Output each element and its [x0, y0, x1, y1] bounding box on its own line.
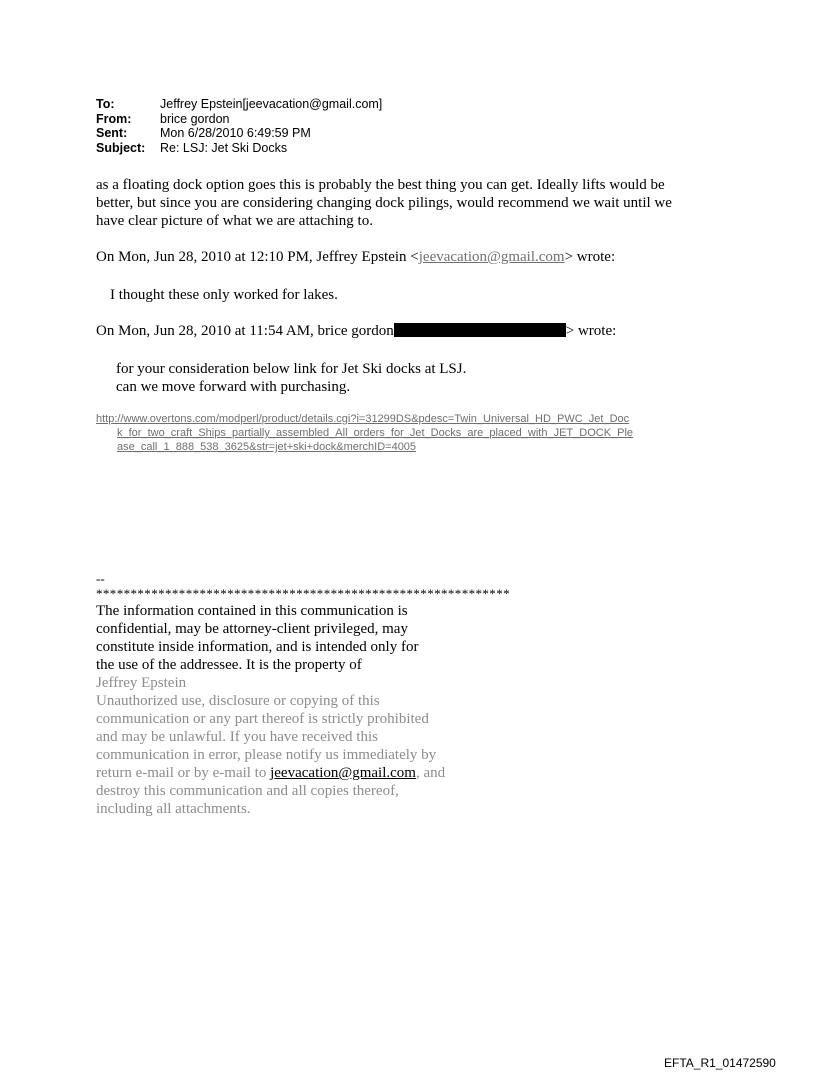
subject-value: Re: LSJ: Jet Ski Docks	[160, 140, 288, 155]
reply-line-1: as a floating dock option goes this is probably the best thing you can get. Ideally lifts would be	[96, 177, 665, 193]
sent-label: Sent:	[96, 126, 128, 140]
quote1-prefix: On Mon, Jun 28, 2010 at 12:10 PM, Jeffrey Epstein <	[96, 249, 419, 265]
url-line-3-wrap	[96, 440, 736, 454]
disclaimer-email-link[interactable]: jeevacation@gmail.com	[270, 765, 416, 781]
sent-value: Mon 6/28/2010 6:49:59 PM	[160, 126, 311, 140]
header-from-row	[96, 112, 382, 127]
quote1-text: I thought these only worked for lakes.	[110, 287, 338, 303]
from-label: From:	[96, 111, 132, 126]
reply-line-2: better, but since you are considering changing dock pilings, would recommend we wait until we	[96, 195, 672, 211]
url-line-3[interactable]: ase_call_1_888_538_3625&str=jet+ski+dock&merchID=4005	[117, 441, 417, 453]
redaction-bar	[394, 323, 566, 337]
header-to-row	[96, 97, 382, 112]
disclaimer-line-1: The information contained in this communication is	[96, 603, 408, 619]
quote2-text	[116, 360, 466, 396]
quote1-attribution	[96, 248, 615, 266]
quote2-line-2: can we move forward with purchasing.	[116, 379, 351, 395]
header-sent-row	[96, 126, 382, 141]
header-subject-row	[96, 141, 382, 156]
email-header	[96, 97, 382, 155]
disclaimer	[96, 602, 456, 818]
disclaimer-line-4: the use of the addressee. It is the property of	[96, 657, 362, 673]
quote1-email-link[interactable]: jeevacation@gmail.com	[418, 249, 565, 265]
from-value: brice gordon	[160, 111, 230, 126]
disclaimer-gray-8: including all attachments.	[96, 801, 251, 817]
quote2-prefix: On Mon, Jun 28, 2010 at 11:54 AM, brice gordon	[96, 323, 394, 339]
quote2-line-1: for your consideration below link for Jet Ski docks at LSJ.	[116, 361, 467, 377]
disclaimer-gray-3: communication or any part thereof is strictly prohibited	[96, 711, 429, 727]
to-value: Jeffrey Epstein[jeevacation@gmail.com]	[160, 97, 383, 111]
quote2-suffix: > wrote:	[565, 323, 617, 339]
url-line-2[interactable]: k_for_two_craft_Ships_partially_assembled_All_orders_for_Jet_Docks_are_placed_with_JET_DOCK_Ple	[117, 427, 634, 439]
reply-paragraph	[96, 176, 672, 230]
subject-label: Subject:	[96, 140, 146, 155]
reply-line-3: have clear picture of what we are attaching to.	[96, 213, 373, 229]
disclaimer-gray-5: communication in error, please notify us immediately by	[96, 747, 437, 763]
disclaimer-gray-4: and may be unlawful. If you have received this	[96, 729, 378, 745]
disclaimer-gray-1: Jeffrey Epstein	[96, 675, 187, 691]
quote2-attribution	[96, 322, 616, 340]
quote1-suffix: > wrote:	[564, 249, 616, 265]
product-url-link[interactable]	[96, 412, 736, 454]
signature-stars: ************************************************************	[96, 586, 510, 601]
gray-6-prefix: return e-mail or by e-mail to	[96, 765, 271, 781]
disclaimer-gray-2: Unauthorized use, disclosure or copying of this	[96, 693, 380, 709]
signature-dashes: --	[96, 571, 105, 586]
to-label: To:	[96, 97, 115, 111]
url-line-1[interactable]: http://www.overtons.com/modperl/product/details.cgi?i=31299DS&pdesc=Twin_Universal_HD_PWC_Jet_Doc	[96, 413, 630, 425]
disclaimer-line-3: constitute inside information, and is intended only for	[96, 639, 419, 655]
gray-6-suffix: , and	[415, 765, 446, 781]
disclaimer-gray-7: destroy this communication and all copies thereof,	[96, 783, 399, 799]
disclaimer-gray-6	[96, 764, 456, 782]
disclaimer-line-2: confidential, may be attorney-client privileged, may	[96, 621, 408, 637]
url-line-2-wrap	[96, 426, 736, 440]
document-id: EFTA_R1_01472590	[664, 1056, 776, 1070]
